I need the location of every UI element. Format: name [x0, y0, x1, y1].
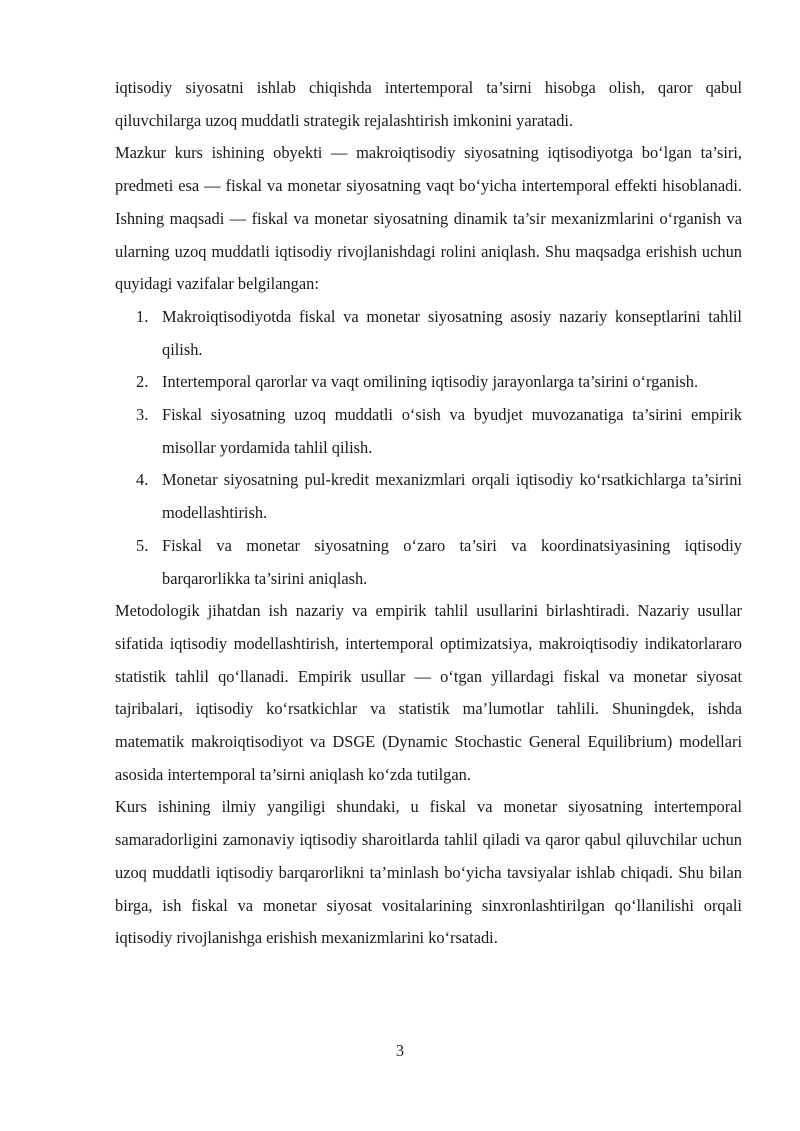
- list-item: [136, 464, 742, 529]
- paragraph-object-and-aim: Mazkur kurs ishining obyekti — makroiqtisodiy siyosatning iqtisodiyotga bo‘lgan ta’siri, predmeti esa — fiskal va monetar siyosatning vaqt bo‘yicha intertemporal effekti hisoblanadi. Ishning maqsadi — fiskal va monetar siyosatning dinamik ta’sir mexanizmlarini o‘rganish va ularning uzoq muddatli iqtisodiy rivojlanishdagi rolini aniqlash. Shu maqsadga erishish uchun quyidagi vazifalar belgilangan:: [115, 143, 742, 294]
- list-item-text: Fiskal siyosatning uzoq muddatli o‘sish va byudjet muvozanatiga ta’sirini empirik misollar yordamida tahlil qilish.: [162, 405, 742, 457]
- list-item-number: 4.: [136, 470, 149, 490]
- tasks-list: [115, 301, 742, 595]
- list-item-text: Monetar siyosatning pul-kredit mexanizmlari orqali iqtisodiy ko‘rsatkichlarga ta’sirini modellashtirish.: [162, 470, 742, 523]
- page-number: 3: [395, 1041, 405, 1060]
- paragraph-methodology: Metodologik jihatdan ish nazariy va empirik tahlil usullarini birlashtiradi. Nazariy usullar sifatida iqtisodiy modellashtirish, intertemporal optimizatsiya, makroiqtisodiy indikatorlararo statistik tahlil qo‘llanadi. Empirik usullar — o‘tgan yillardagi fiskal va monetar siyosat tajribalari, iqtisodiy ko‘rsatkichlar va statistik ma’lumotlar tahlili. Shuningdek, ishda matematik makroiqtisodiyot va DSGE (Dynamic Stochastic General Equilibrium) modellari asosida intertemporal ta’sirni aniqlash ko‘zda tutilgan.: [115, 601, 742, 784]
- list-item: [136, 530, 742, 595]
- document-page: [115, 72, 742, 955]
- list-item-text: Makroiqtisodiyotda fiskal va monetar siyosatning asosiy nazariy konseptlarini tahlil qilish.: [162, 306, 742, 359]
- list-item: [136, 366, 742, 399]
- list-item-number: 3.: [136, 405, 149, 425]
- list-item: [136, 399, 742, 464]
- list-item-number: 5.: [136, 535, 149, 555]
- list-item-text: Intertemporal qarorlar va vaqt omilining iqtisodiy jarayonlarga ta’sirini o‘rganish.: [162, 372, 699, 392]
- paragraph-scientific-novelty: Kurs ishining ilmiy yangiligi shundaki, u fiskal va monetar siyosatning intertemporal samaradorligini zamonaviy iqtisodiy sharoitlarda tahlil qiladi va qaror qabul qiluvchilar uchun uzoq muddatli iqtisodiy barqarorlikni ta’minlash bo‘yicha tavsiyalar ishlab chiqadi. Shu bilan birga, ish fiskal va monetar siyosat vositalarining sinxronlashtirilgan qo‘llanilishi orqali iqtisodiy rivojlanishga erishish mexanizmlarini ko‘rsatadi.: [115, 797, 742, 948]
- list-item-number: 2.: [136, 372, 149, 392]
- list-item-text: Fiskal va monetar siyosatning o‘zaro ta’siri va koordinatsiyasining iqtisodiy barqarorlikka ta’sirini aniqlash.: [162, 535, 742, 588]
- list-item: [136, 301, 742, 366]
- list-item-number: 1.: [136, 306, 149, 326]
- paragraph-intro-continuation: iqtisodiy siyosatni ishlab chiqishda intertemporal ta’sirni hisobga olish, qaror qabul qiluvchilarga uzoq muddatli strategik rejalashtirish imkonini yaratadi.: [115, 78, 742, 130]
